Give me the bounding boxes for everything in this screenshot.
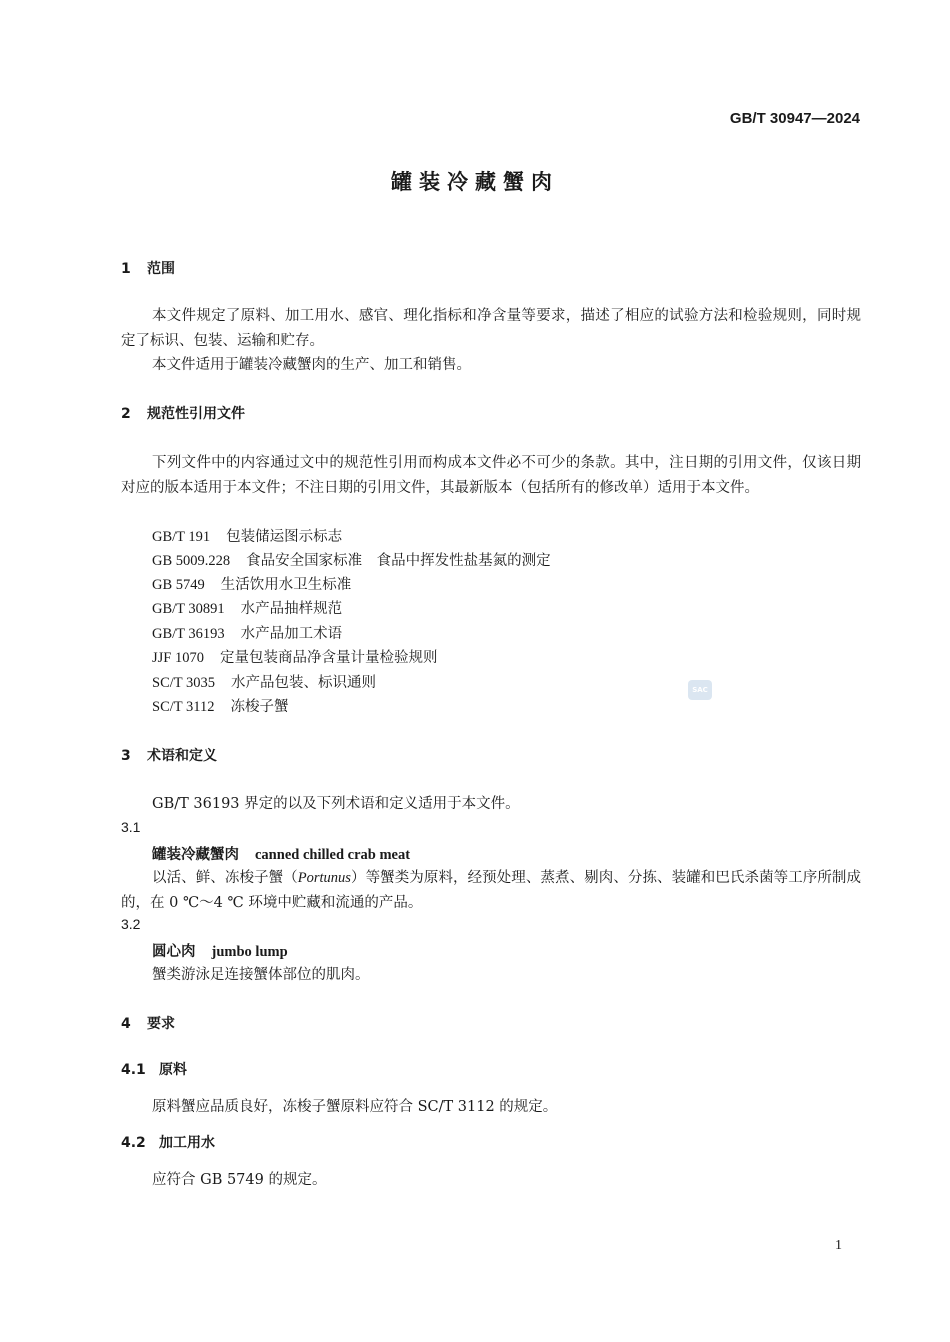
sac-watermark: SAC [688, 680, 712, 700]
reference-item [152, 622, 342, 643]
section-1-paragraph-2: 本文件适用于罐装冷藏蟹肉的生产、加工和销售。 [152, 357, 471, 373]
section-1-paragraph-1: 本文件规定了原料、加工用水、感官、理化指标和净含量等要求，描述了相应的试验方法和检验规则，同时规定了标识、包装、运输和贮存。 [121, 308, 861, 349]
term-chinese: 罐装冷藏蟹肉 [152, 846, 239, 863]
section-number: 4 [121, 1016, 131, 1032]
section-number: 3 [121, 748, 131, 764]
section-title: 术语和定义 [147, 748, 217, 764]
reference-title: 定量包装商品净含量计量检验规则 [219, 650, 438, 666]
reference-code: GB/T 36193 [152, 626, 225, 642]
subsection-number: 4.1 [121, 1062, 146, 1078]
reference-code: GB 5749 [152, 577, 205, 593]
subsection-4-2-heading [121, 1132, 215, 1152]
term-definition: 蟹类游泳足连接蟹体部位的肌肉。 [152, 967, 370, 983]
reference-title: 水产品加工术语 [240, 626, 343, 642]
section-2-heading [121, 403, 245, 423]
reference-code: GB/T 191 [152, 529, 211, 545]
term-chinese: 圆心肉 [152, 943, 196, 960]
section-number: 1 [121, 261, 131, 277]
section-2-paragraph-1: 下列文件中的内容通过文中的规范性引用而构成本文件必不可少的条款。其中，注日期的引用文件，仅该日期对应的版本适用于本文件；不注日期的引用文件，其最新版本（包括所有的修改单）适用于本文件。 [121, 455, 861, 496]
document-title: 罐装冷藏蟹肉 [391, 170, 559, 194]
reference-code: GB/T 30891 [152, 601, 225, 617]
subsection-title: 原料 [159, 1062, 187, 1078]
definition-text: 以活、鲜、冻梭子蟹（ [152, 870, 298, 886]
section-number: 2 [121, 406, 131, 422]
section-4-heading [121, 1013, 175, 1033]
reference-item [152, 695, 288, 716]
subsection-title: 加工用水 [159, 1135, 215, 1151]
section-title: 规范性引用文件 [147, 406, 245, 422]
reference-title: 生活饮用水卫生标准 [220, 577, 352, 593]
section-1-heading [121, 258, 175, 278]
term-english: jumbo lump [211, 944, 288, 960]
subsection-number: 4.2 [121, 1135, 146, 1151]
section-title: 要求 [147, 1016, 175, 1032]
reference-code: SC/T 3112 [152, 699, 215, 715]
term-english: canned chilled crab meat [255, 847, 411, 863]
definition-text: ）等蟹类为原料，经预处理、蒸煮、剔肉、分拣、装罐和巴氏杀菌等工序所制成的，在 0 ℃～4 ℃ 环境中贮藏和流通的产品。 [121, 870, 862, 911]
reference-item [152, 671, 376, 692]
term-number: 3.2 [121, 916, 141, 932]
reference-title: 食品安全国家标准 食品中挥发性盐基氮的测定 [246, 553, 551, 569]
reference-item [152, 573, 351, 594]
term-number: 3.1 [121, 819, 141, 835]
reference-item [152, 597, 342, 618]
reference-title: 包装储运图示标志 [226, 529, 343, 545]
reference-code: JJF 1070 [152, 650, 204, 666]
standard-code: GB/T 30947—2024 [729, 110, 860, 127]
section-3-heading [121, 745, 217, 765]
reference-title: 水产品抽样规范 [240, 601, 343, 617]
reference-code: GB 5009.228 [152, 553, 231, 569]
term-heading [152, 843, 410, 864]
subsection-4-1-heading [121, 1059, 187, 1079]
reference-item [152, 549, 551, 570]
subsection-4-1-paragraph: 原料蟹应品质良好，冻梭子蟹原料应符合 SC/T 3112 的规定。 [152, 1099, 558, 1115]
section-3-paragraph-1: GB/T 36193 界定的以及下列术语和定义适用于本文件。 [152, 796, 520, 812]
reference-code: SC/T 3035 [152, 675, 215, 691]
latin-genus: Portunus [297, 870, 351, 886]
reference-item [152, 646, 437, 667]
reference-title: 水产品包装、标识通则 [230, 675, 376, 691]
section-title: 范围 [147, 261, 175, 277]
subsection-4-2-paragraph: 应符合 GB 5749 的规定。 [152, 1172, 327, 1188]
term-heading [152, 940, 288, 961]
reference-item [152, 525, 342, 546]
term-definition [121, 866, 861, 915]
reference-title: 冻梭子蟹 [230, 699, 289, 715]
page-number: 1 [835, 1238, 842, 1253]
